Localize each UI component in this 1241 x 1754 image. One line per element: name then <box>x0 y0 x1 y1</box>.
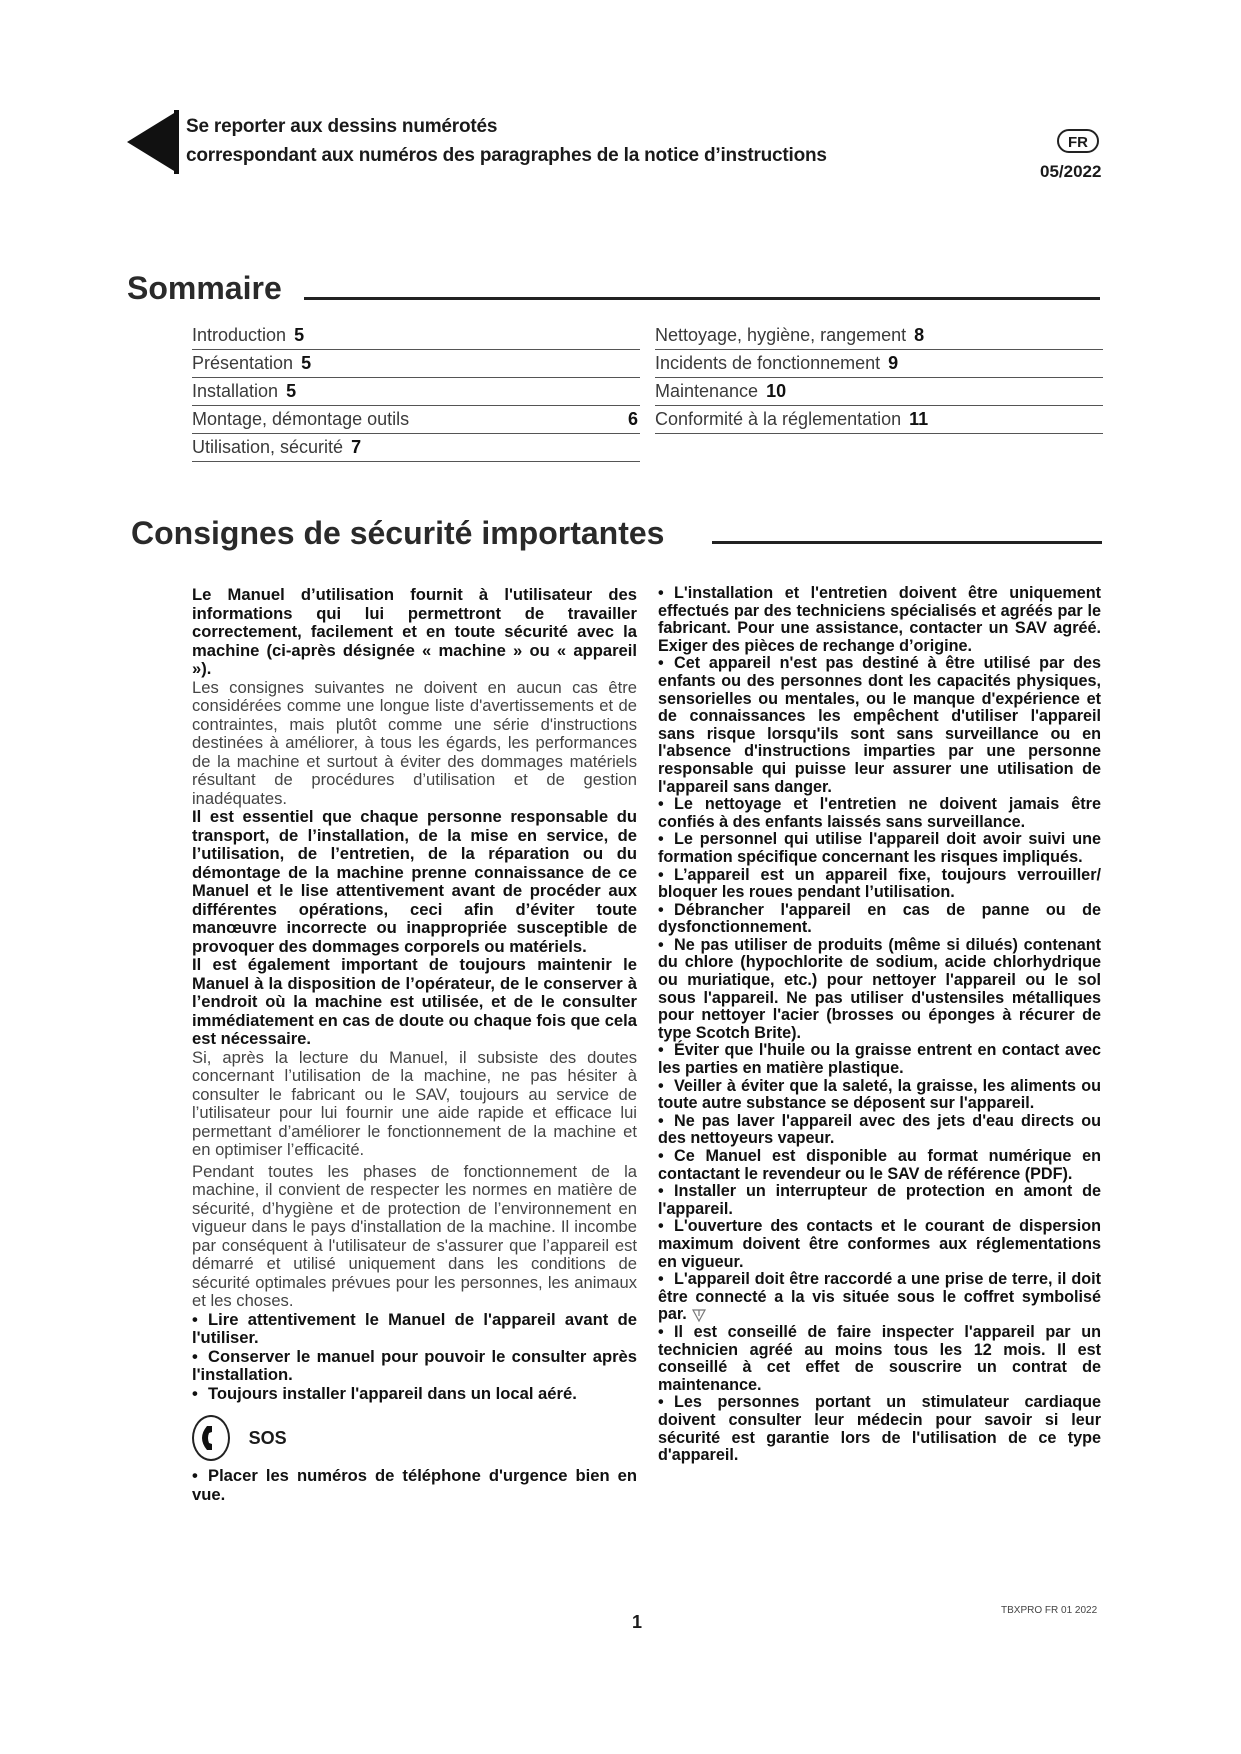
pointer-arrow-icon <box>127 110 179 174</box>
pointer-arrow-bar <box>174 110 179 174</box>
language-badge: FR <box>1057 129 1099 153</box>
bullet-item: • Ne pas laver l'appareil avec des jets d'eau directs ou des nettoyeurs vapeur. <box>658 1111 1101 1148</box>
bullet-item: • Le personnel qui utilise l'appareil doit avoir suivi une formation spécifique concernant les risques impliqués. <box>658 830 1101 866</box>
phone-icon <box>192 1415 230 1461</box>
toc-entry[interactable]: Maintenance 10 <box>655 378 1103 406</box>
toc-entry[interactable]: Introduction 5 <box>192 322 640 350</box>
page-number: 1 <box>632 1612 643 1632</box>
bullet-item: • Toujours installer l'appareil dans un local aéré. <box>192 1383 577 1403</box>
bullet-item: • Conserver le manuel pour pouvoir le consulter après l'installation. <box>192 1346 637 1384</box>
toc-right-column <box>655 322 1103 434</box>
bullet-item: • Le nettoyage et l'entretien ne doivent jamais être confiés à des enfants laissés sans surveillance. <box>658 795 1101 831</box>
document-reference: TBXPRO FR 01 2022 <box>1001 1605 1098 1616</box>
safety-title: Consignes de sécurité importantes <box>131 515 665 551</box>
sos-label: SOS <box>248 1427 287 1448</box>
safety-title-rule <box>712 541 1102 544</box>
toc-title-rule <box>304 297 1100 300</box>
manual-availability-paragraph: Il est également important de toujours maintenir le Manuel à la disposition de l’opérateur, de le conserver à l’endroit où la machine est utilisée, et de le consulter immédiatement en cas de doute ou chaque fois que cela est nécessaire. <box>192 955 637 1048</box>
bullet-item: • Installer un interrupteur de protection en amont de l'appareil. <box>658 1182 1101 1218</box>
bullet-item: • Il est conseillé de faire inspecter l'appareil par un technicien agréé au moins tous les 12 mois. Il est conseillé à cet effet de souscrire un contrat de maintenance. <box>658 1322 1101 1394</box>
bullet-item: • L’appareil est un appareil fixe, toujours verrouiller/ bloquer les roues pendant l’utilisation. <box>658 865 1101 902</box>
toc-entry[interactable]: Installation 5 <box>192 378 640 406</box>
toc-left-column <box>192 322 640 462</box>
bullet-item: • Lire attentivement le Manuel de l'appareil avant de l'utiliser. <box>192 1309 637 1347</box>
toc-entry[interactable]: Utilisation, sécurité 7 <box>192 434 640 462</box>
bullet-item: • Placer les numéros de téléphone d'urgence bien en vue. <box>192 1466 637 1504</box>
doubts-paragraph: Si, après la lecture du Manuel, il subsiste des doutes concernant l’utilisation de la machine, ne pas hésiter à consulter le fabricant ou le SAV, toujours au service de l’utilisateur pour lui fournir une aide rapide et efficace lui permettant d’améliorer le fonctionnement de la machine et en optimiser l’efficacité. <box>192 1047 637 1159</box>
bullet-item: • L'appareil doit être raccordé a une prise de terre, il doit être connecté a la vis située sous le coffret symbolisé par. <box>658 1270 1101 1324</box>
standards-paragraph: Pendant toutes les phases de fonctionnement de la machine, il convient de respecter les normes en matière de sécurité, d’hygiène et de protection de l’environnement en vigueur dans le pays d'installation de la machine. Il incombe par conséquent à l'utilisateur de s'assurer que l’appareil est démarré et utilisé uniquement dans les conditions de sécurité optimales prévues pour les personnes, les animaux et les choses. <box>192 1161 637 1310</box>
bullet-item: • Éviter que l'huile ou la graisse entrent en contact avec les parties en matière plastique. <box>658 1041 1101 1078</box>
document-date: 05/2022 <box>1040 162 1102 181</box>
sos-block <box>192 1415 637 1461</box>
bullet-item: • L'ouverture des contacts et le courant de dispersion maximum doivent être conformes aux réglementations en vigueur. <box>658 1217 1101 1271</box>
intro-paragraph: Le Manuel d’utilisation fournit à l'utilisateur des informations qui lui permettront de travailler correctement, facilement et en toute sécurité avec la machine (ci-après désignée « machine » ou « appareil »). <box>192 585 637 678</box>
toc-entry[interactable]: Conformité à la réglementation 11 <box>655 406 1103 434</box>
toc-entry[interactable]: Présentation 5 <box>192 350 640 378</box>
header-line-2: correspondant aux numéros des paragraphes de la notice d’instructions <box>186 145 827 166</box>
bullet-item: • Les personnes portant un stimulateur cardiaque doivent consulter leur médecin pour savoir si leur sécurité est garantie lors de l'utilisation de ce type d'appareil. <box>658 1393 1101 1465</box>
bullet-item: • L'installation et l'entretien doivent être uniquement effectués par des techniciens spécialisés et agréés par le fabricant. Pour une assistance, contacter un SAV agréé. Exiger des pièces de rechange d’origine. <box>658 584 1101 655</box>
toc-title: Sommaire <box>127 270 282 306</box>
toc-entry[interactable]: Nettoyage, hygiène, rangement 8 <box>655 322 1103 350</box>
safety-right-column <box>658 585 1101 1465</box>
bullet-item: • Ne pas utiliser de produits (même si dilués) contenant du chlore (hypochlorite de sodium, acide chlorhydrique ou muriatique, etc.) pour nettoyer l'appareil ou le sol sous l'appareil. Ne pas utiliser d'ustensiles métalliques pour nettoyer l'acier (brosses ou éponges à récurer de type Scotch Brite). <box>658 935 1101 1042</box>
toc-entry[interactable]: Montage, démontage outils 6 <box>192 406 640 434</box>
toc-entry[interactable]: Incidents de fonctionnement 9 <box>655 350 1103 378</box>
safety-left-column <box>192 586 637 1504</box>
header-line-1: Se reporter aux dessins numérotés <box>186 116 498 137</box>
responsibility-paragraph: Il est essentiel que chaque personne responsable du transport, de l’installation, de la mise en service, de l’utilisation, de l’entretien, de la réparation ou du démontage de la machine prenne connaissance de ce Manuel et le lise attentivement avant de procéder aux différentes opérations, ceci afin d’éviter toute manœuvre incorrecte ou inappropriée susceptible de provoquer des dommages corporels ou matériels. <box>192 807 637 956</box>
earth-symbol-icon <box>691 1307 707 1323</box>
bullet-item: • Veiller à éviter que la saleté, la graisse, les aliments ou toute autre substance se déposent sur l'appareil. <box>658 1076 1101 1113</box>
bullet-item: • Ce Manuel est disponible au format numérique en contactant le revendeur ou le SAV de référence (PDF). <box>658 1147 1101 1183</box>
bullet-item: • Cet appareil n'est pas destiné à être utilisé par des enfants ou des personnes dont les capacités physiques, sensorielles ou mentales, ou le manque d'expérience et de connaissances les empêchent d'utiliser l'appareil sans risque lorsqu'ils sont sans surveillance ou en l'absence d'instructions imparties par une personne responsable qui puisse leur assurer une utilisation de l'appareil sans danger. <box>658 654 1101 796</box>
bullet-item: • Débrancher l'appareil en cas de panne ou de dysfonctionnement. <box>658 900 1101 937</box>
guidelines-paragraph: Les consignes suivantes ne doivent en aucun cas être considérées comme une longue liste d'avertissements et de contraintes, mais plutôt comme une série d'instructions destinées à améliorer, à tous les égards, les performances de la machine et surtout à éviter des dommages matériels résultant de procédures d’utilisation et de gestion inadéquates. <box>192 677 637 808</box>
